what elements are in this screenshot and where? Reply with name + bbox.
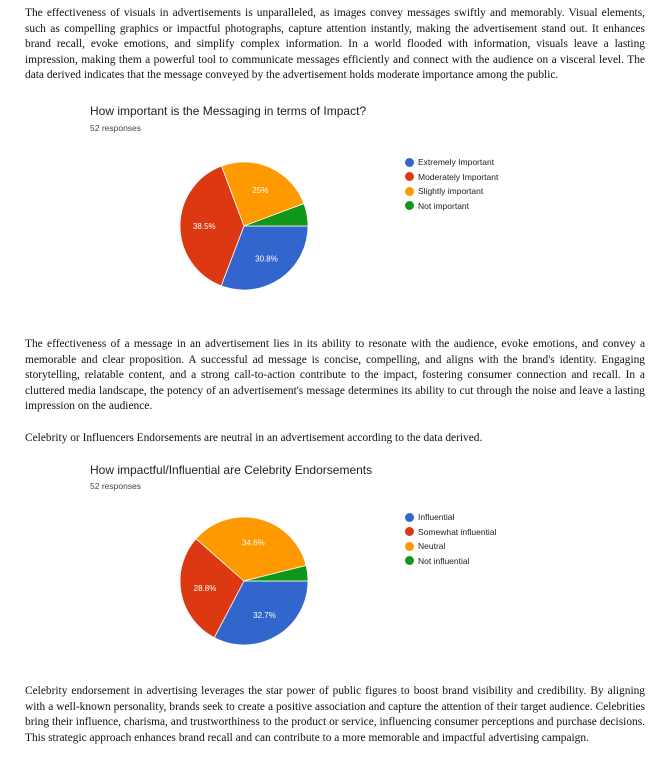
conclusion-sentence-messaging: The data derived indicates that the message conveyed by the advertisement holds moderate importance among the public.	[25, 53, 645, 82]
legend-label: Influential	[418, 512, 455, 523]
legend-label: Slightly important	[418, 186, 484, 197]
paragraph-celebrity-neutral: Celebrity or Influencers Endorsements are neutral in an advertisement according to the data derived.	[25, 432, 483, 444]
legend-item-extremely-important	[405, 155, 498, 170]
legend-label: Moderately Important	[418, 171, 499, 182]
chart-response-count: 52 responses	[90, 123, 142, 133]
slice-label-somewhat-influential: 28.8%	[193, 584, 217, 594]
slice-label-moderately-important: 38.5%	[192, 221, 216, 231]
chart-legend	[405, 510, 496, 568]
slice-label-extremely-important: 30.8%	[255, 254, 278, 264]
legend-label: Not influential	[418, 555, 470, 566]
legend-label: Not important	[418, 200, 470, 211]
legend-item-slightly-important	[405, 184, 498, 199]
legend-swatch	[405, 201, 414, 210]
legend-label: Extremely Important	[418, 157, 495, 168]
paragraph-celebrity-endorsement: Celebrity endorsement in advertising leverages the star power of public figures to boost brand visibility and credibility. By aligning with a well-known personality, brands seek to create a positive association and capture the attention of their target audience. Celebrities bring their influence, charisma, and trustworthiness to the product or service, influencing consumer perceptions and purchase decisions. This strategic approach enhances brand recall and can contribute to a more memorable and impactful advertising campaign.	[25, 685, 645, 744]
legend-label: Neutral	[418, 541, 446, 552]
legend-swatch	[405, 542, 414, 551]
legend-label: Somewhat influential	[418, 526, 497, 537]
legend-item-moderately-important	[405, 170, 498, 185]
legend-item-not-important	[405, 199, 498, 214]
legend-swatch	[405, 527, 414, 536]
intro-paragraph-visuals	[25, 6, 645, 84]
legend-item-neutral	[405, 539, 496, 554]
legend-swatch	[405, 158, 414, 167]
legend-item-somewhat-influential	[405, 525, 496, 540]
intro-paragraph-text: The effectiveness of visuals in advertisements is unparalleled, as images convey messages swiftly and memorably. Visual elements, such as compelling graphics or impactful photographs, capture attention instantly, making the advertisement stand out. It enhances brand recall, evoke emotions, and simplify complex information. In a world flooded with information, visuals leave a lasting impression, making them a powerful tool to communicate messages efficiently and connect with the audience on a visceral level.	[25, 7, 645, 66]
legend-swatch	[405, 556, 414, 565]
legend-item-not-influential	[405, 554, 496, 569]
legend-swatch	[405, 172, 414, 181]
chart-title: How impactful/Influential are Celebrity Endorsements	[90, 463, 373, 477]
slice-label-neutral: 34.6%	[242, 538, 265, 548]
pie-chart	[178, 156, 310, 296]
chart-legend	[405, 155, 498, 213]
legend-swatch	[405, 513, 414, 522]
paragraph-message-effectiveness: The effectiveness of a message in an advertisement lies in its ability to resonate with the audience, evoke emotions, and convey a memorable and clear proposition. A successful ad message is concise, compelling, and aligns with the brand's identity. Engaging storytelling, relatable content, and a strong call-to-action contribute to the impact, fostering consumer connection and recall. In a cluttered media landscape, the potency of an advertisement's message determines its ability to cut through the noise and leave a lasting impression on the audience.	[25, 338, 645, 413]
chart-title: How important is the Messaging in terms of Impact?	[90, 104, 367, 118]
slice-label-influential: 32.7%	[253, 610, 276, 620]
legend-swatch	[405, 187, 414, 196]
chart-response-count: 52 responses	[90, 481, 142, 491]
pie-chart	[178, 511, 310, 651]
slice-label-slightly-important: 25%	[252, 185, 269, 195]
legend-item-influential	[405, 510, 496, 525]
